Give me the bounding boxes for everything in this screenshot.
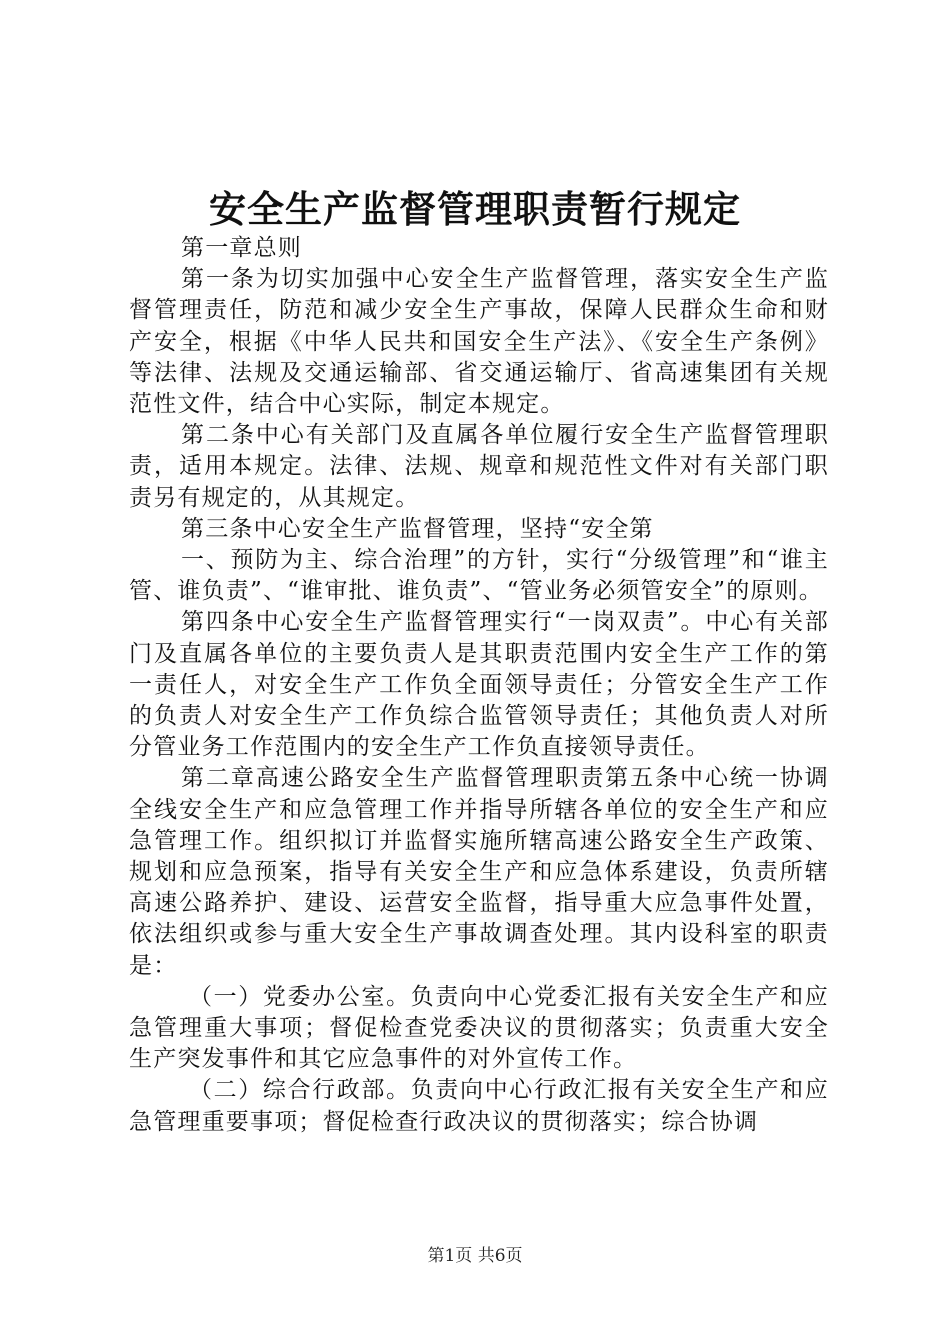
article-paragraph: 第四条中心安全生产监督管理实行“一岗双责”。中心有关部门及直属各单位的主要负责人是其职责范围内安全生产工作的第一责任人，对安全生产工作负全面领导责任；分管安全生产工作的负责人对安全生产工作负综合监管领导责任；其他负责人对所分管业务工作范围内的安全生产工作负直接领导责任。 <box>129 609 829 761</box>
article-paragraph: 一、预防为主、综合治理”的方针，实行“分级管理”和“谁主管、谁负责”、“谁审批、谁负责”、“管业务必须管安全”的原则。 <box>129 547 829 605</box>
document-body <box>129 233 829 1138</box>
article-paragraph: 第三条中心安全生产监督管理，坚持“安全第 <box>181 515 654 542</box>
article-paragraph: 第一条为切实加强中心安全生产监督管理，落实安全生产监督管理责任，防范和减少安全生产事故，保障人民群众生命和财产安全，根据《中华人民共和国安全生产法》、《安全生产条例》等法律、法规及交通运输部、省交通运输厅、省高速集团有关规范性文件，结合中心实际，制定本规定。 <box>129 266 829 418</box>
sub-item-paragraph: （二）综合行政部。负责向中心行政汇报有关安全生产和应急管理重要事项；督促检查行政决议的贯彻落实；综合协调 <box>129 1077 829 1135</box>
chapter-heading: 第一章总则 <box>181 235 302 261</box>
page-number-footer: 第1页 共6页 <box>427 1246 523 1266</box>
article-paragraph: 第二条中心有关部门及直属各单位履行安全生产监督管理职责，适用本规定。法律、法规、规章和规范性文件对有关部门职责另有规定的，从其规定。 <box>129 422 829 511</box>
sub-item-paragraph: （一）党委办公室。负责向中心党委汇报有关安全生产和应急管理重大事项；督促检查党委决议的贯彻落实；负责重大安全生产突发事件和其它应急事件的对外宣传工作。 <box>129 983 829 1073</box>
document-title: 安全生产监督管理职责暂行规定 <box>209 187 741 231</box>
article-paragraph: 第二章高速公路安全生产监督管理职责第五条中心统一协调全线安全生产和应急管理工作并指导所辖各单位的安全生产和应急管理工作。组织拟订并监督实施所辖高速公路安全生产政策、规划和应急预案，指导有关安全生产和应急体系建设，负责所辖高速公路养护、建设、运营安全监督，指导重大应急事件处置，依法组织或参与重大安全生产事故调查处理。其内设科室的职责是： <box>129 765 829 979</box>
